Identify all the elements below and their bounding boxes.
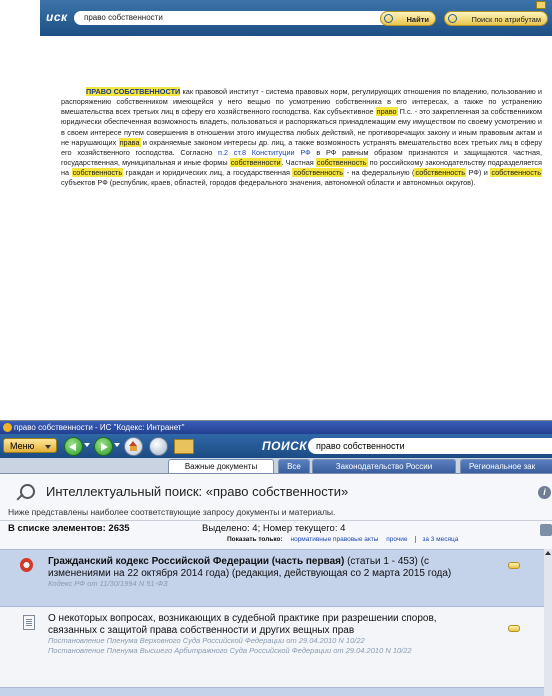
- history-icon[interactable]: [149, 437, 168, 456]
- results-count: [8, 523, 130, 534]
- back-button[interactable]: [64, 437, 83, 456]
- results-panel: [0, 474, 552, 696]
- highlight: собственность: [415, 168, 466, 178]
- page-title: Интеллектуальный поиск: «право собственности»: [46, 484, 349, 499]
- text-run: граждан и юридических лиц, а государственная: [123, 168, 293, 178]
- document-icon: [23, 615, 35, 630]
- text-run: субъектов РФ (республик, краев, областей, городов федерального значения, автономной области и автономных округов).: [61, 178, 476, 188]
- scroll-up-icon[interactable]: [536, 1, 546, 9]
- filter-3-months[interactable]: за 3 месяца: [415, 536, 458, 543]
- selection-status: Выделено: 4; Номер текущего: 4: [202, 523, 346, 534]
- text-run: и охраняемые законом интересы др. лиц, а также возможность устранять вмешательство всех третьих лиц в сферу его хозяйственного господства. Согласно: [61, 137, 542, 157]
- filter-other[interactable]: прочие: [386, 536, 408, 543]
- text-run: как правовой институт - система правовых норм, регулирующих отношения по владению, пользованию и распоряжению собственником имеющейся у него вещью по усмотрению собственника в его интересах, а также по устранению вмешательства всех третьих лиц в сферу его хозяйственного господства. Как субъективное: [61, 87, 542, 117]
- forward-history-dropdown[interactable]: [114, 443, 120, 447]
- find-button[interactable]: [380, 11, 436, 26]
- tab-regional[interactable]: Региональное зак: [460, 459, 552, 473]
- menu-button[interactable]: [3, 438, 57, 453]
- code-document-icon: [20, 558, 33, 572]
- folder-icon[interactable]: [174, 439, 194, 454]
- result-item[interactable]: [0, 607, 544, 687]
- search-icon: [20, 484, 35, 499]
- window-titlebar: [0, 421, 552, 434]
- highlight: собственность: [72, 168, 123, 178]
- result-title-text: О некоторых вопросах, возникающих в судебной практике при разрешении споров, связанных с защитой права собственности и других вещных прав: [48, 613, 437, 636]
- result-title[interactable]: [48, 556, 458, 589]
- bookmark-icon[interactable]: [508, 562, 520, 569]
- result-meta: Постановление Пленума Высшего Арбитражного Суда Российской Федерации от 29.04.2010 N 10/22: [48, 645, 412, 655]
- count-label: В списке элементов: 2635: [8, 523, 130, 534]
- text-run: по российскому законодательству подразделяется на: [61, 158, 542, 178]
- arrow-left-icon: [69, 443, 76, 451]
- highlight: права: [119, 137, 140, 147]
- term-highlight: ПРАВО СОБСТВЕННОСТИ: [86, 87, 181, 96]
- app-icon: [3, 423, 12, 432]
- search-label: иск: [46, 10, 68, 24]
- back-history-dropdown[interactable]: [84, 443, 90, 447]
- info-icon[interactable]: i: [538, 486, 551, 499]
- tab-bar: [0, 458, 552, 474]
- top-toolbar: [40, 0, 552, 36]
- forward-button[interactable]: [94, 437, 113, 456]
- constitution-link[interactable]: п.2 ст.8 Конституции РФ: [218, 147, 311, 157]
- divider: [0, 520, 552, 521]
- chevron-down-icon: [45, 445, 51, 449]
- filter-bar: [227, 536, 458, 543]
- bookmark-icon[interactable]: [508, 625, 520, 632]
- text-run: . Частная: [281, 158, 316, 168]
- attribute-search-label: Поиск по атрибутам: [471, 15, 541, 24]
- highlight: собственность: [491, 168, 541, 178]
- text-run: в РФ равным образом признаются и защищаются частная, государственная, муниципальная и иные формы: [61, 147, 542, 168]
- tab-russian-law[interactable]: Законодательство России: [312, 459, 456, 473]
- document-text: [61, 87, 542, 189]
- window-title: право собственности - ИС "Кодекс: Интранет": [14, 423, 185, 432]
- scroll-up-icon[interactable]: [545, 551, 551, 555]
- result-meta: Кодекс РФ от 11/30/1994 N 51-ФЗ: [48, 579, 168, 588]
- tab-important[interactable]: Важные документы: [168, 459, 274, 473]
- home-icon[interactable]: [124, 437, 143, 456]
- scrollbar[interactable]: [544, 549, 552, 696]
- print-icon[interactable]: [540, 524, 552, 536]
- magnifier-icon: [384, 14, 393, 23]
- search-label: ПОИСК: [262, 439, 308, 453]
- highlight: собственность: [293, 168, 344, 178]
- text-run: П.с. - это закрепленная за собственником юридически обеспеченная возможность владеть, пользоваться и распоряжаться принадлежащим ему имуществом по своему усмотрению и в своем интересе путем совершения в отношении этого имущества любых действий, не противоречащих закону и иным правовым актам и не нарушающих: [61, 107, 542, 147]
- result-title[interactable]: [48, 613, 458, 655]
- filter-label: Показать только:: [227, 536, 283, 543]
- highlight: собственность: [316, 158, 367, 168]
- highlight: право: [376, 107, 397, 117]
- filter-normative-acts[interactable]: нормативные правовые акты: [290, 536, 379, 543]
- results-description: Ниже представлены наиболее соответствующие запросу документы и материалы.: [8, 507, 336, 517]
- search-input[interactable]: право собственности: [308, 438, 552, 454]
- text-run: РФ) и: [466, 168, 491, 178]
- tab-all[interactable]: Все: [278, 459, 310, 473]
- result-title-bold: Гражданский кодекс Российской Федерации (часть первая): [48, 556, 345, 567]
- result-title-rest: (статьи 1 - 453) (с изменениями на 22 октября 2014 года) (редакция, действующая со 2 марта 2015 года): [48, 556, 452, 579]
- text-run: - на федеральную (: [344, 168, 415, 178]
- result-meta: Постановление Пленума Верховного Суда Российской Федерации от 29.04.2010 N 10/22: [48, 636, 365, 645]
- main-toolbar: [0, 434, 552, 458]
- arrow-right-icon: [101, 443, 108, 451]
- app-window: [0, 420, 552, 696]
- highlight: собственности: [230, 158, 281, 168]
- find-button-label: Найти: [406, 15, 429, 24]
- magnifier-icon: [448, 14, 457, 23]
- menu-label: Меню: [10, 441, 35, 451]
- search-input[interactable]: право собственности: [74, 11, 416, 25]
- paragraph: [61, 87, 542, 189]
- attribute-search-button[interactable]: [444, 11, 548, 26]
- result-item[interactable]: [0, 549, 544, 607]
